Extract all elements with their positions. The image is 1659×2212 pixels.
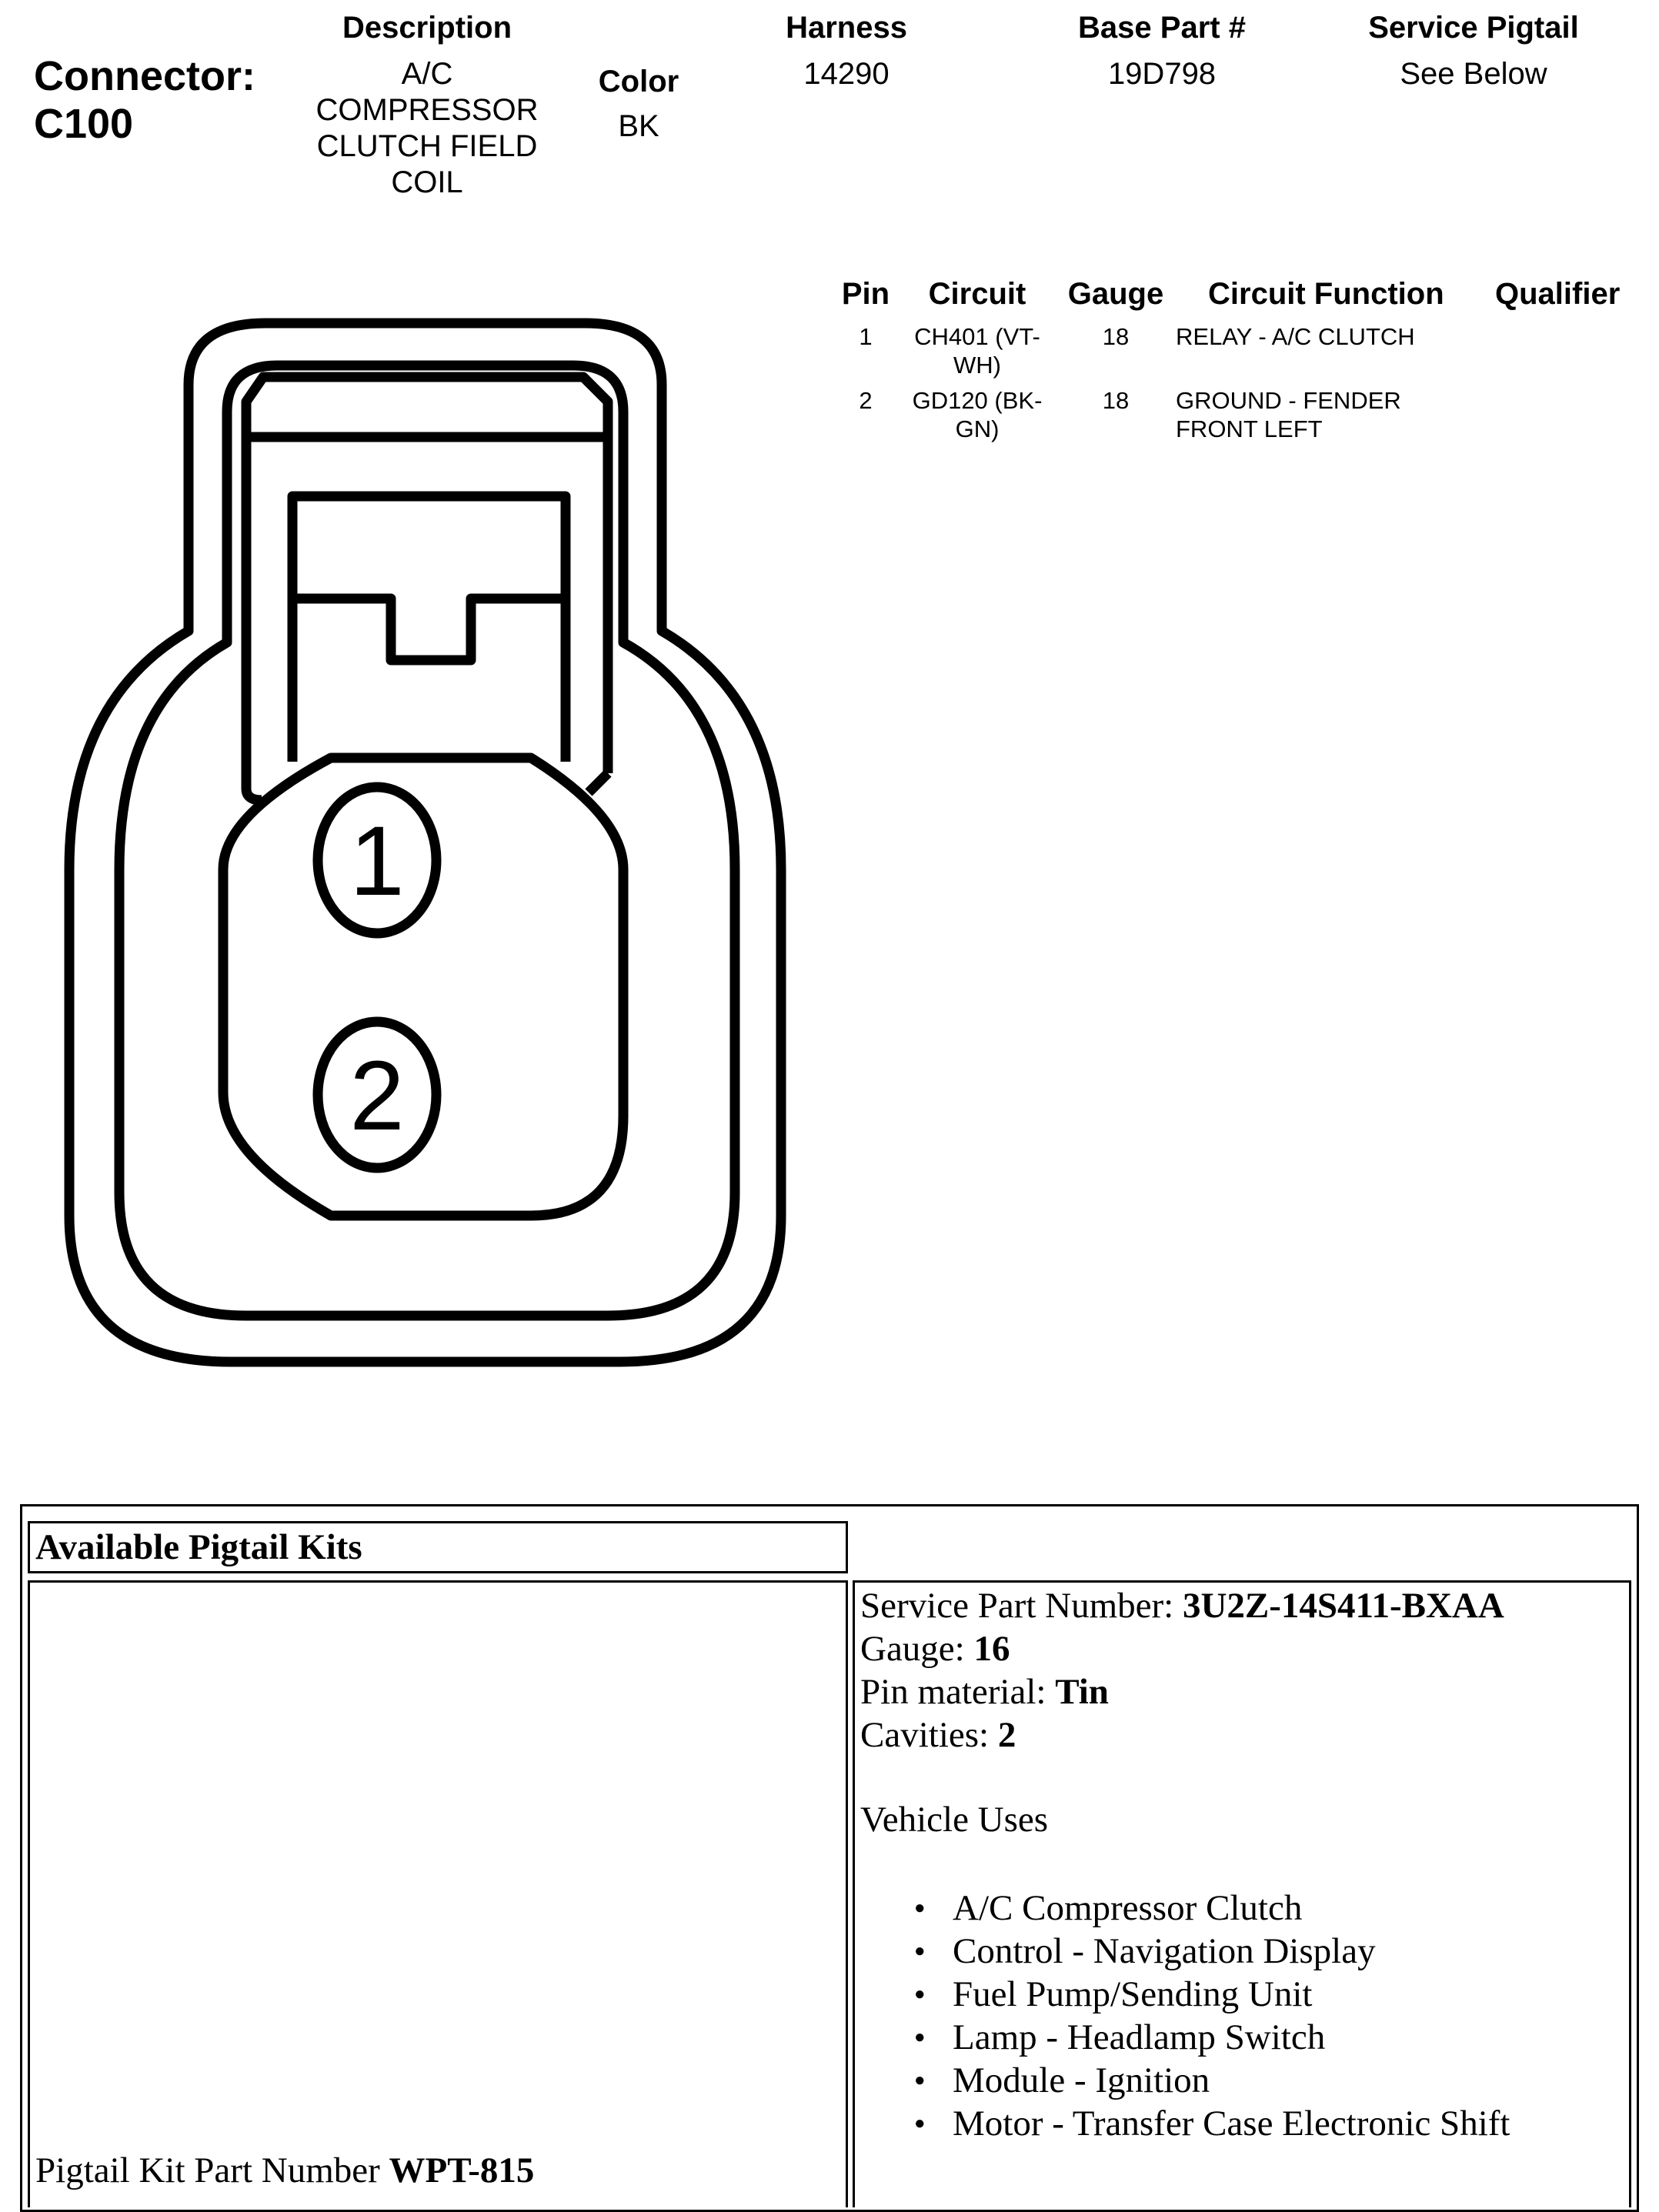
kit-part-value: WPT-815	[389, 2150, 535, 2190]
circuit-line: CH401 (VT-	[914, 323, 1040, 350]
base-part-value: 19D798	[1107, 57, 1217, 91]
gauge-column-header: Gauge	[1067, 277, 1164, 311]
pin-1-label: 1	[349, 806, 405, 916]
pigtail-details-cell	[853, 1580, 1631, 2207]
pigtail-gauge	[860, 1627, 1010, 1670]
circuit-column-header: Circuit	[928, 277, 1026, 311]
description-line: COIL	[391, 165, 463, 199]
description-line: COMPRESSOR	[315, 93, 539, 127]
pin-column-header: Pin	[841, 277, 890, 311]
circuit-function-column-header: Circuit Function	[1208, 277, 1444, 311]
list-item: ● Lamp - Headlamp Switch	[914, 2016, 1510, 2059]
base-part-heading: Base Part #	[1078, 11, 1246, 45]
cavities-value: 2	[997, 1715, 1016, 1755]
connector-label: Connector:	[34, 53, 255, 99]
list-item: ● Fuel Pump/Sending Unit	[914, 1973, 1510, 2016]
color-heading: Color	[598, 65, 679, 98]
function-line: FRONT LEFT	[1176, 415, 1323, 442]
pigtail-kit-cell	[28, 1580, 848, 2207]
pin-material	[860, 1670, 1109, 1713]
kit-part-label: Pigtail Kit Part Number	[35, 2150, 389, 2190]
pin-material-value: Tin	[1055, 1672, 1109, 1712]
table-row-function	[1176, 386, 1401, 443]
color-value: BK	[618, 109, 659, 143]
vehicle-uses-list	[914, 1887, 1510, 2145]
description-line: CLUTCH FIELD	[316, 129, 538, 163]
pigtail-kit-part-number	[35, 2149, 534, 2192]
pin-material-label: Pin material:	[860, 1672, 1056, 1712]
function-line: RELAY - A/C CLUTCH	[1176, 323, 1415, 350]
function-line: GROUND - FENDER	[1176, 387, 1401, 414]
cavities	[860, 1713, 1016, 1757]
connector-outer-housing	[69, 323, 781, 1362]
cavities-label: Cavities:	[860, 1715, 998, 1755]
table-row-circuit	[900, 386, 1054, 443]
harness-value: 14290	[803, 57, 890, 91]
table-row-pin: 2	[859, 387, 873, 414]
list-item: ● Control - Navigation Display	[914, 1930, 1510, 1973]
gauge-value: 16	[973, 1629, 1010, 1669]
table-row-gauge: 18	[1102, 323, 1130, 350]
service-part-label: Service Part Number:	[860, 1586, 1183, 1626]
table-row-gauge: 18	[1102, 387, 1130, 414]
vehicle-uses-label: Vehicle Uses	[860, 1800, 1049, 1840]
gauge-label: Gauge:	[860, 1629, 974, 1669]
list-item: ● A/C Compressor Clutch	[914, 1887, 1510, 1930]
connector-inner-housing	[119, 365, 735, 1316]
pigtail-kits-title-cell	[28, 1521, 848, 1573]
connector-face-diagram	[0, 0, 816, 1400]
list-item: ● Module - Ignition	[914, 2059, 1510, 2102]
connector-id: C100	[34, 101, 134, 147]
circuit-line: GD120 (BK-	[912, 387, 1043, 414]
harness-heading: Harness	[786, 11, 907, 45]
qualifier-column-header: Qualifier	[1495, 277, 1621, 311]
service-part-value: 3U2Z-14S411-BXAA	[1182, 1586, 1504, 1626]
circuit-line: WH)	[953, 352, 1001, 379]
table-row-pin: 1	[859, 323, 873, 350]
service-pigtail-heading: Service Pigtail	[1368, 11, 1579, 45]
list-item: ● Motor - Transfer Case Electronic Shift	[914, 2102, 1510, 2145]
pigtail-kits-title: Available Pigtail Kits	[35, 1527, 362, 1567]
circuit-line: GN)	[955, 415, 1000, 442]
connector-keyway	[292, 496, 566, 762]
table-row-function	[1176, 322, 1415, 351]
pin-2-label: 2	[349, 1041, 405, 1151]
description-heading: Description	[342, 11, 512, 45]
service-part-number	[860, 1584, 1504, 1627]
description-line: A/C	[401, 57, 453, 91]
table-row-circuit	[900, 322, 1054, 379]
service-pigtail-value: See Below	[1400, 57, 1547, 91]
